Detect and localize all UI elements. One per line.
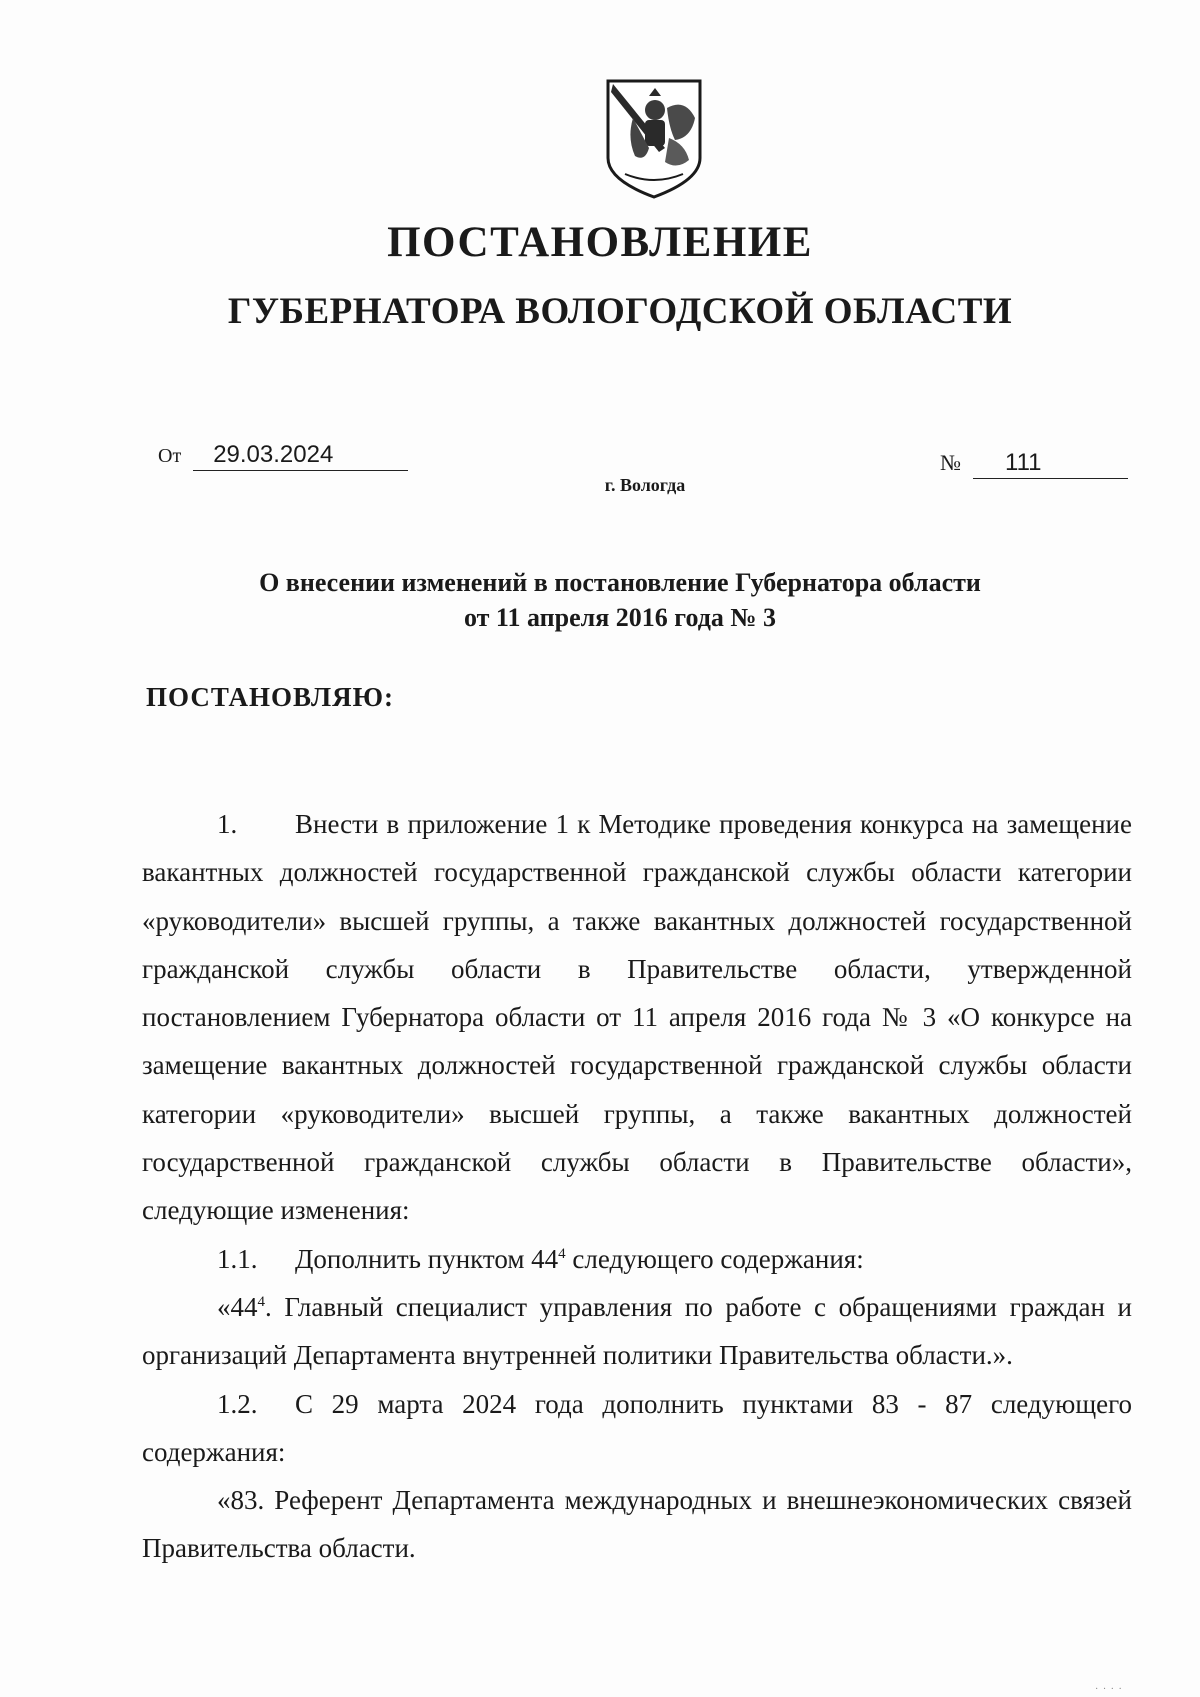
paragraph-text: следующего содержания: (565, 1243, 864, 1274)
quoted-item-83 (142, 1476, 1132, 1573)
date-field (158, 440, 408, 471)
document-subject (0, 565, 1200, 635)
number-field (940, 448, 1128, 479)
paragraph-number: 1.2. (217, 1388, 258, 1419)
paragraph-text: «83. Референт Департамента международных и внешнеэкономических связей Правительства области. (142, 1485, 1132, 1564)
number-value: 111 (973, 448, 1128, 479)
decree-heading: ПОСТАНОВЛЯЮ: (146, 682, 394, 712)
paragraph-text: . Главный специалист управления по работе с обращениями граждан и организаций Департамента внутренней политики Правительства области.». (142, 1291, 1132, 1371)
paragraph-text: Дополнить пунктом 44 (295, 1243, 559, 1274)
coat-of-arms-icon (605, 78, 703, 200)
number-label: № (940, 450, 961, 475)
paragraph-text: «44 (217, 1291, 258, 1322)
superscript: 4 (558, 1245, 566, 1262)
quoted-item-44-4 (142, 1283, 1132, 1380)
paragraph-number: 1.1. (217, 1243, 258, 1274)
page-corner-mark: · · · · (1095, 1684, 1123, 1695)
paragraph-number: 1. (217, 809, 238, 839)
document-title: ПОСТАНОВЛЕНИЕ (387, 219, 813, 266)
paragraph-1 (142, 800, 1132, 1235)
subject-line-1: О внесении изменений в постановление Губернатора области (259, 568, 981, 597)
city-label: г. Вологда (604, 475, 686, 495)
date-label: От (158, 445, 182, 467)
paragraph-1-2 (142, 1380, 1132, 1477)
date-value: 29.03.2024 (193, 440, 408, 471)
paragraph-text: Внести в приложение 1 к Методике проведения конкурса на замещение вакантных должностей государственной гражданской службы области категории «руководители» высшей группы, а также вакантных должностей государственной гражданской службы области в Правительстве области, утвержденной постановлением Губернатора области от 11 апреля 2016 года № 3 «О конкурсе на замещение вакантных должностей государственной гражданской службы области категории «руководители» высшей группы, а также вакантных должностей государственной гражданской службы области в Правительстве области», следующие изменения: (142, 809, 1132, 1226)
document-issuer: ГУБЕРНАТОРА ВОЛОГОДСКОЙ ОБЛАСТИ (227, 291, 1013, 332)
document-body (142, 800, 1132, 1573)
paragraph-text: С 29 марта 2024 года дополнить пунктами 83 - 87 следующего содержания: (142, 1388, 1132, 1467)
subject-line-2: от 11 апреля 2016 года № 3 (464, 603, 776, 632)
superscript: 4 (257, 1293, 265, 1310)
paragraph-1-1 (142, 1235, 1132, 1283)
